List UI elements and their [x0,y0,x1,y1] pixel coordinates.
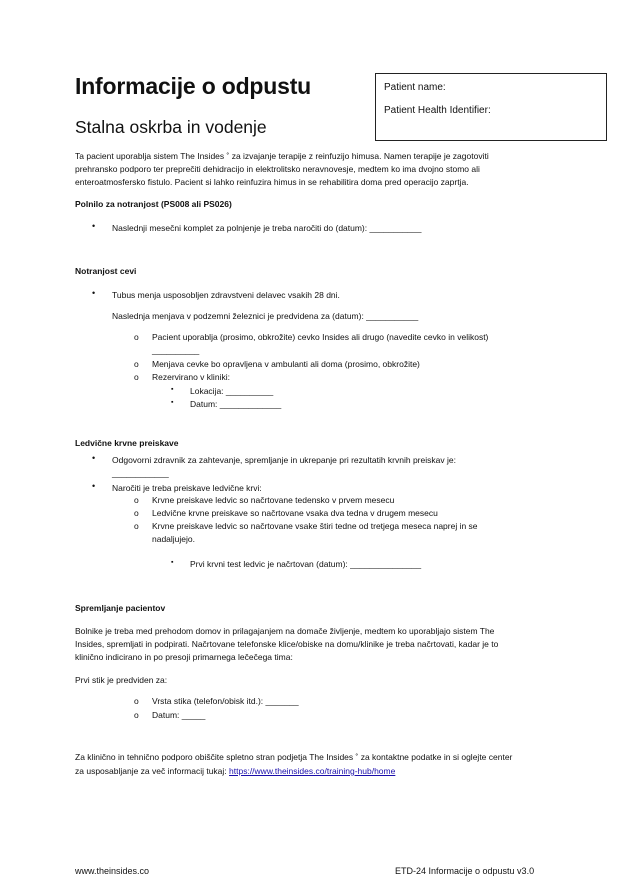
tube-sub-1: Pacient uporablja (prosimo, obkrožite) cevko Insides ali drugo (navedite cevko in velikost) [152,332,489,342]
tube-date: Datum: _____________ [190,399,282,409]
followup-contact-type: Vrsta stika (telefon/obisk itd.): _______ [152,696,299,706]
tube-heading: Notranjost cevi [75,266,137,276]
page-title: Informacije o odpustu [75,73,312,99]
square-bullet-glyph: ▪ [171,559,174,566]
circle-bullet-glyph: o [134,332,139,342]
circle-bullet-glyph: o [134,495,139,505]
footer-website: www.theinsides.co [75,866,150,876]
followup-first-contact: Prvi stik je predviden za: [75,675,168,685]
support-line-1: Za klinično in tehnično podporo obiščite spletno stran podjetja The Insides ˚ za kontaktne podatke in si oglejte center [75,752,513,762]
support-line-2-prefix: za usposabljanje za več informacij tukaj: [75,766,230,776]
square-bullet-glyph: ▪ [171,386,174,393]
page-subtitle: Stalna oskrba in vodenje [75,117,267,137]
followup-heading: Spremljanje pacientov [75,603,166,613]
followup-contact-date: Datum: _____ [152,710,206,720]
tube-sub-2: Menjava cevke bo opravljena v ambulanti ali doma (prosimo, obkrožite) [152,359,420,369]
kidney-sub-3-cont: nadaljujejo. [152,534,196,544]
kidney-bullet-1-blank: ____________ [112,468,169,478]
kidney-bullet-1: Odgovorni zdravnik za zahtevanje, spremljanje in ukrepanje pri rezultatih krvnih preiskav je: [112,455,456,465]
followup-line-1: Bolnike je treba med prehodom domov in prilagajanjem na domače življenje, medtem ko uporabljajo sistem The [75,626,495,636]
footer-document-code: ETD-24 Informacije o odpustu v3.0 [395,866,535,876]
filler-heading: Polnilo za notranjost (PS008 ali PS026) [75,199,232,209]
training-hub-link[interactable]: https://www.theinsides.co/training-hub/home [229,766,396,776]
bullet-glyph: • [92,481,96,491]
followup-line-3: klinično indicirano in po presoji primarnega lečečega tima: [75,652,293,662]
bullet-glyph: • [92,453,96,463]
circle-bullet-glyph: o [134,359,139,369]
circle-bullet-glyph: o [134,696,139,706]
support-line-2 [75,766,395,776]
intro-line-3: enteroatmosfersko fistulo. Pacient si lahko reinfuzira himus in se rehabilitira doma pred operacijo zaprtja. [75,177,469,187]
kidney-bullet-2: Naročiti je treba preiskave ledvične krvi: [112,483,262,493]
circle-bullet-glyph: o [134,710,139,720]
tube-bullet-1: Tubus menja usposobljen zdravstveni delavec vsakih 28 dni. [112,290,340,300]
filler-bullet-1: Naslednji mesečni komplet za polnjenje je treba naročiti do (datum): ___________ [112,223,422,233]
bullet-glyph: • [92,288,96,298]
patient-identifier-label: Patient Health Identifier: [384,105,491,116]
intro-line-1: Ta pacient uporablja sistem The Insides ˚ za izvajanje terapije z reinfuzijo himusa. Namen terapije je zagotoviti [75,151,489,161]
tube-location: Lokacija: __________ [190,386,274,396]
kidney-sub-3: Krvne preiskave ledvic so načrtovane vsake štiri tedne od tretjega meseca naprej in se [152,521,478,531]
kidney-heading: Ledvične krvne preiskave [75,438,179,448]
bullet-glyph: • [92,221,96,231]
followup-line-2: Insides, spremljati in podpirati. Načrtovane telefonske klice/obiske na domu/klinike je treba načrtovati, kadar je to [75,639,499,649]
intro-line-2: prehransko podporo ter preprečiti dehidracijo in elektrolitsko neravnovesje, medtem ko ima dvojno stomo ali [75,164,480,174]
circle-bullet-glyph: o [134,508,139,518]
patient-info-box [375,73,607,141]
kidney-first-test: Prvi krvni test ledvic je načrtovan (datum): _______________ [190,559,422,569]
kidney-sub-2: Ledvične krvne preiskave so načrtovane vsaka dva tedna v drugem mesecu [152,508,438,518]
square-bullet-glyph: ▪ [171,399,174,406]
tube-sub-1-blank: __________ [152,345,200,355]
patient-name-label: Patient name: [384,82,446,93]
kidney-sub-1: Krvne preiskave ledvic so načrtovane tedensko v prvem mesecu [152,495,395,505]
tube-sub-3: Rezervirano v kliniki: [152,372,230,382]
circle-bullet-glyph: o [134,372,139,382]
circle-bullet-glyph: o [134,521,139,531]
tube-next-change: Naslednja menjava v podzemni železnici je predvidena za (datum): ___________ [112,311,419,321]
